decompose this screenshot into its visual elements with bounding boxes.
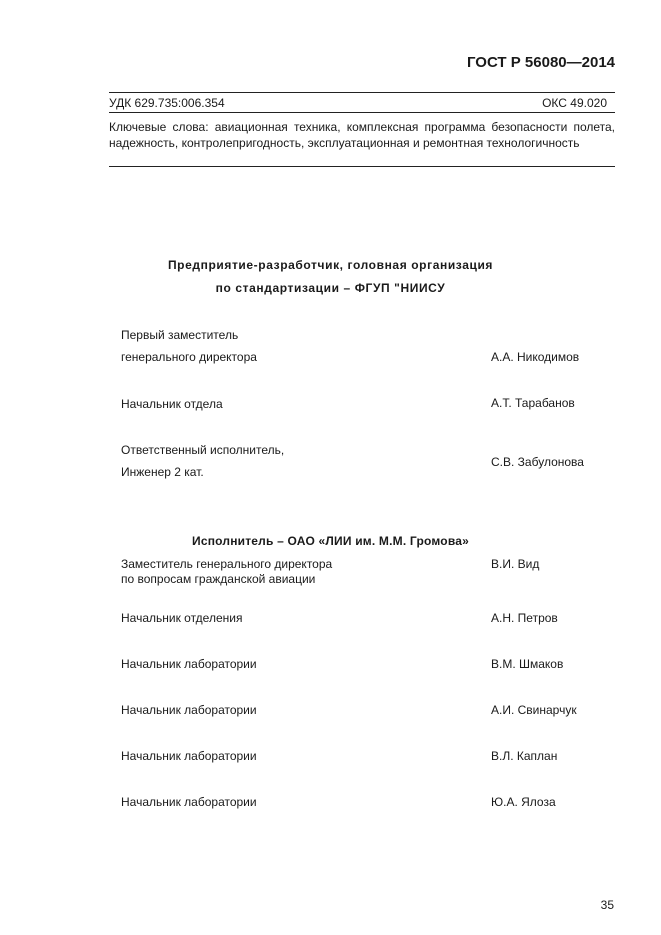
udk-code: УДК 629.735:006.354 xyxy=(109,96,225,110)
position-title: Начальник отдела xyxy=(121,397,223,411)
standard-code: ГОСТ Р 56080—2014 xyxy=(466,54,615,71)
position-title: Начальник лаборатории xyxy=(121,749,257,763)
person-name: А.Н. Петров xyxy=(491,611,558,625)
position-title: Первый заместитель xyxy=(121,328,239,342)
developer-heading-line2: по стандартизации – ФГУП "НИИСУ xyxy=(215,281,446,295)
position-title: Инженер 2 кат. xyxy=(121,465,204,479)
position-title: генерального директора xyxy=(121,350,257,364)
person-name: С.В. Забулонова xyxy=(491,455,584,469)
position-title: по вопросам гражданской авиации xyxy=(121,572,316,586)
keywords-text: Ключевые слова: авиационная техника, комплексная программа безопасности полета, надежность, контролепригодность, эксплуатационная и ремонтная технологичность xyxy=(109,120,615,150)
executor-heading: Исполнитель – ОАО «ЛИИ им. М.М. Громова» xyxy=(192,534,469,548)
person-name: А.Т. Тарабанов xyxy=(491,396,575,410)
developer-heading-line1: Предприятие-разработчик, головная организация xyxy=(167,258,494,272)
person-name: В.Л. Каплан xyxy=(491,749,558,763)
keywords-divider xyxy=(109,166,615,167)
person-name: В.И. Вид xyxy=(491,557,540,571)
position-title: Начальник лаборатории xyxy=(121,795,257,809)
person-name: А.А. Никодимов xyxy=(491,350,580,364)
udk-divider xyxy=(109,112,615,113)
top-divider xyxy=(109,92,615,93)
position-title: Ответственный исполнитель, xyxy=(121,443,285,457)
person-name: А.И. Свинарчук xyxy=(491,703,577,717)
person-name: Ю.А. Ялоза xyxy=(491,795,556,809)
position-title: Заместитель генерального директора xyxy=(121,557,333,571)
position-title: Начальник отделения xyxy=(121,611,243,625)
page-number: 35 xyxy=(600,898,614,912)
oks-code: ОКС 49.020 xyxy=(542,96,607,110)
person-name: В.М. Шмаков xyxy=(491,657,564,671)
position-title: Начальник лаборатории xyxy=(121,703,257,717)
position-title: Начальник лаборатории xyxy=(121,657,257,671)
